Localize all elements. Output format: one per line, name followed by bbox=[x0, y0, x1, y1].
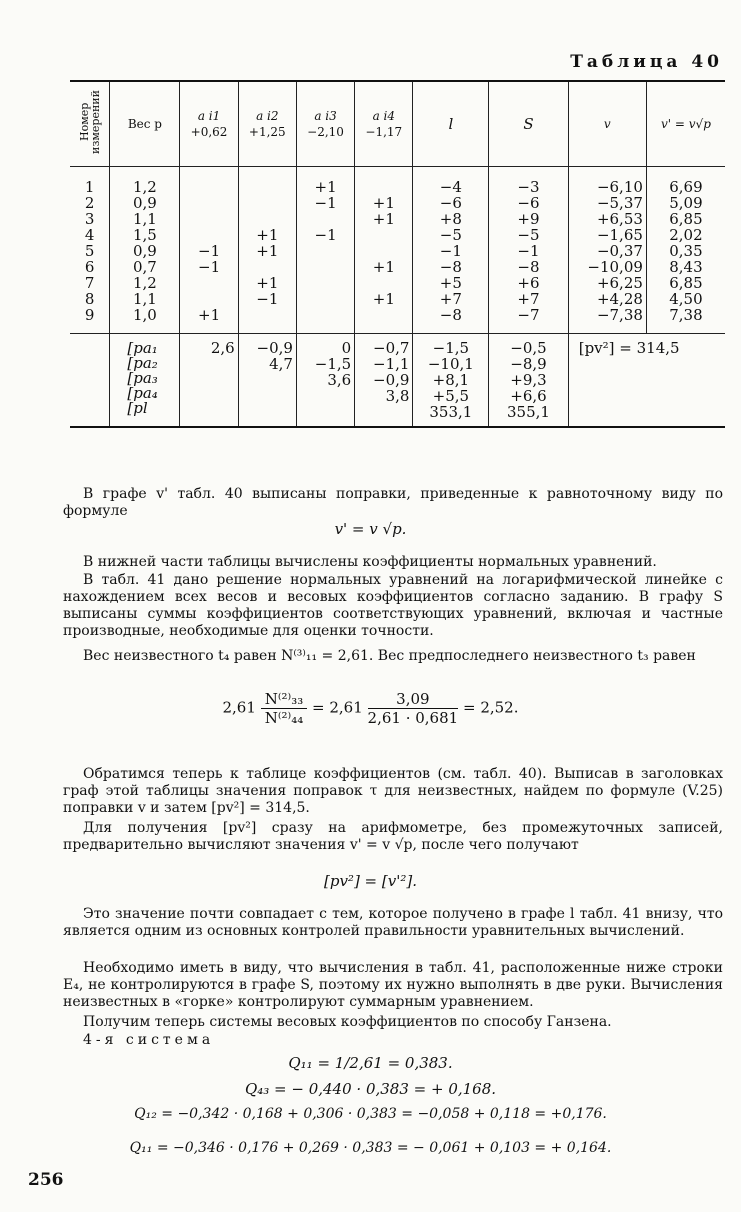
cell-l: +7 bbox=[439, 290, 462, 308]
cell-a1 bbox=[183, 275, 234, 291]
cell-n: 1 bbox=[84, 178, 95, 196]
cell-a3 bbox=[300, 275, 351, 291]
cell-a1: −1 bbox=[198, 242, 221, 260]
cell-s: +7 bbox=[517, 290, 540, 308]
paragraph-1: В графе v' табл. 40 выписаны поправки, приведенные к равноточному виду по формуле bbox=[63, 486, 723, 519]
cell-n: 3 bbox=[84, 210, 95, 228]
sum-a2 bbox=[242, 404, 293, 420]
sum-s: −8,9 bbox=[510, 355, 547, 373]
sum-l: +8,1 bbox=[432, 371, 470, 389]
sum-a3: −1,5 bbox=[314, 355, 352, 373]
paragraph-8: Необходимо иметь в виду, что вычисления в табл. 41, расположенные ниже строки E₄, не контролируются в графе S, поэтому их нужно выполнять в две руки. Вычисления неизвестных в «горке» контролируют суммарным уравнением. bbox=[63, 960, 723, 1010]
sum-s: 355,1 bbox=[507, 403, 550, 421]
cell-v: −1,65 bbox=[596, 226, 643, 244]
cell-s: +9 bbox=[517, 210, 540, 228]
cell-a2: +1 bbox=[256, 242, 279, 260]
sum-a4 bbox=[358, 404, 409, 420]
cell-vp: 6,69 bbox=[669, 178, 703, 196]
table-caption: Таблица 40 bbox=[570, 52, 723, 72]
formula-2-fraction-a bbox=[261, 690, 308, 727]
formula-3: [pv²] = [v'²]. bbox=[324, 872, 417, 890]
cell-a2: +1 bbox=[256, 226, 279, 244]
cell-p: 0,9 bbox=[132, 194, 157, 212]
cell-vp: 4,50 bbox=[669, 290, 703, 308]
cell-p: 1,5 bbox=[132, 226, 157, 244]
sums-a4 bbox=[355, 334, 413, 428]
sum-labels: [pa₄ bbox=[127, 384, 158, 402]
cell-n: 2 bbox=[84, 194, 95, 212]
sum-a2 bbox=[242, 388, 293, 404]
table-header-row bbox=[70, 81, 725, 167]
sum-a3: 3,6 bbox=[327, 371, 352, 389]
formula-5: Q₄₃ = − 0,440 · 0,383 = + 0,168. bbox=[244, 1080, 497, 1098]
cell-a1 bbox=[183, 291, 234, 307]
formula-7: Q₁₁ = −0,346 · 0,176 + 0,269 · 0,383 = − 0,061 + 0,103 = + 0,164. bbox=[129, 1140, 612, 1156]
sum-a2: −0,9 bbox=[256, 339, 293, 357]
formula-4: Q₁₁ = 1/2,61 = 0,383. bbox=[288, 1054, 453, 1072]
cell-l: −6 bbox=[439, 194, 462, 212]
cell-a3 bbox=[300, 211, 351, 227]
cell-a1 bbox=[183, 227, 234, 243]
cell-a3: −1 bbox=[314, 194, 337, 212]
header-s: S bbox=[489, 81, 568, 167]
paragraph-2: В нижней части таблицы вычислены коэффициенты нормальных уравнений. bbox=[83, 554, 657, 570]
data-table bbox=[70, 80, 725, 428]
cell-l: +5 bbox=[439, 274, 462, 292]
sums-empty-cell bbox=[70, 334, 110, 428]
sum-a4: −0,7 bbox=[373, 339, 410, 357]
sum-s: +9,3 bbox=[510, 371, 547, 389]
sum-labels: [pa₁ bbox=[127, 339, 158, 357]
sum-a1 bbox=[183, 356, 234, 372]
paragraph-3: В табл. 41 дано решение нормальных уравнений на логарифмической линейке с нахождением всех весов и весовых коэффициентов согласно заданию. В графу S выписаны суммы коэффициентов соответствующих уравнений, включая и частные производные, необходимые для оценки точности. bbox=[63, 572, 723, 639]
cell-vp: 7,38 bbox=[669, 306, 703, 324]
sum-a1 bbox=[183, 404, 234, 420]
sum-a4: −0,9 bbox=[373, 371, 410, 389]
cell-a1 bbox=[183, 195, 234, 211]
formula-6: Q₁₂ = −0,342 · 0,168 + 0,306 · 0,383 = −0,058 + 0,118 = +0,176. bbox=[134, 1106, 607, 1122]
cell-p: 0,7 bbox=[132, 258, 157, 276]
cell-s: −1 bbox=[517, 242, 540, 260]
cell-a2 bbox=[242, 307, 293, 323]
formula-2-num: N⁽²⁾₃₃ bbox=[261, 690, 308, 709]
cell-n: 6 bbox=[84, 258, 95, 276]
sum-a2: 4,7 bbox=[269, 355, 293, 373]
page-number: 256 bbox=[28, 1170, 64, 1190]
cell-vp: 5,09 bbox=[669, 194, 703, 212]
sum-a1 bbox=[183, 372, 234, 388]
cell-vp: 8,43 bbox=[669, 258, 703, 276]
formula-2-mid: = 2,61 bbox=[312, 698, 363, 717]
sum-a3 bbox=[300, 388, 351, 404]
cell-v: +4,28 bbox=[596, 290, 643, 308]
sum-labels: [pa₂ bbox=[127, 354, 158, 372]
header-a3: a i3 −2,10 bbox=[296, 81, 354, 167]
header-l: l bbox=[413, 81, 489, 167]
cell-a4 bbox=[358, 307, 409, 323]
header-v: v bbox=[568, 81, 646, 167]
sum-a4: −1,1 bbox=[373, 355, 410, 373]
sum-a1: 2,6 bbox=[210, 339, 235, 357]
header-v-prime: v' = v√p bbox=[646, 81, 725, 167]
cell-a3: −1 bbox=[314, 226, 337, 244]
col-a4 bbox=[355, 167, 413, 334]
formula-2-num2: 3,09 bbox=[368, 690, 459, 709]
formula-2-right: = 2,52. bbox=[462, 698, 519, 717]
cell-vp: 0,35 bbox=[669, 242, 703, 260]
sum-a4: 3,8 bbox=[385, 387, 410, 405]
cell-v: −5,37 bbox=[596, 194, 643, 212]
col-v-prime bbox=[646, 167, 725, 334]
col-number bbox=[70, 167, 110, 334]
col-l bbox=[413, 167, 489, 334]
table-sums-row bbox=[70, 334, 725, 428]
cell-s: −5 bbox=[517, 226, 540, 244]
cell-a4: +1 bbox=[372, 258, 395, 276]
cell-a1: −1 bbox=[198, 258, 221, 276]
cell-l: −8 bbox=[439, 306, 462, 324]
paragraph-4: Вес неизвестного t₄ равен N⁽³⁾₁₁ = 2,61. Вес предпоследнего неизвестного t₃ равен bbox=[83, 648, 696, 664]
cell-p: 1,1 bbox=[132, 290, 157, 308]
cell-a3 bbox=[300, 291, 351, 307]
sums-s bbox=[489, 334, 568, 428]
cell-l: +8 bbox=[439, 210, 462, 228]
cell-l: −8 bbox=[439, 258, 462, 276]
cell-a4 bbox=[358, 179, 409, 195]
cell-a4: +1 bbox=[372, 290, 395, 308]
cell-a1 bbox=[183, 211, 234, 227]
cell-p: 1,1 bbox=[132, 210, 157, 228]
formula-2-fraction-b bbox=[368, 690, 459, 727]
cell-v: −10,09 bbox=[587, 258, 643, 276]
cell-a3 bbox=[300, 307, 351, 323]
sum-l: 353,1 bbox=[429, 403, 473, 421]
cell-a2 bbox=[242, 179, 293, 195]
header-a4: a i4 −1,17 bbox=[355, 81, 413, 167]
cell-v: −6,10 bbox=[596, 178, 643, 196]
col-a1 bbox=[180, 167, 238, 334]
cell-a3: +1 bbox=[314, 178, 337, 196]
sum-s: −0,5 bbox=[510, 339, 547, 357]
cell-v: −0,37 bbox=[596, 242, 643, 260]
paragraph-10: 4-я система bbox=[83, 1032, 215, 1048]
cell-vp: 2,02 bbox=[669, 226, 703, 244]
paragraph-5: Обратимся теперь к таблице коэффициентов (см. табл. 40). Выписав в заголовках граф этой таблицы значения поправок τ для неизвестных, найдем по формуле (V.25) поправки v и затем [pv²] = 314,5. bbox=[63, 766, 723, 816]
col-v bbox=[568, 167, 646, 334]
cell-s: −3 bbox=[517, 178, 540, 196]
cell-a4 bbox=[358, 243, 409, 259]
sum-l: −10,1 bbox=[427, 355, 474, 373]
sums-a3 bbox=[296, 334, 354, 428]
sums-l bbox=[413, 334, 489, 428]
header-a2: a i2 +1,25 bbox=[238, 81, 296, 167]
cell-a2 bbox=[242, 259, 293, 275]
formula-2 bbox=[0, 690, 741, 727]
cell-a4: +1 bbox=[372, 210, 395, 228]
cell-l: −1 bbox=[439, 242, 462, 260]
cell-p: 1,2 bbox=[132, 274, 157, 292]
cell-a1: +1 bbox=[198, 306, 221, 324]
cell-l: −4 bbox=[439, 178, 462, 196]
cell-n: 5 bbox=[84, 242, 95, 260]
cell-a4 bbox=[358, 227, 409, 243]
sum-s: +6,6 bbox=[510, 387, 547, 405]
col-s bbox=[489, 167, 568, 334]
sums-labels bbox=[110, 334, 180, 428]
cell-s: −6 bbox=[517, 194, 540, 212]
cell-s: +6 bbox=[517, 274, 540, 292]
header-a1: a i1 +0,62 bbox=[180, 81, 238, 167]
sum-l: −1,5 bbox=[432, 339, 470, 357]
sums-a2 bbox=[238, 334, 296, 428]
col-a2 bbox=[238, 167, 296, 334]
formula-2-den: N⁽²⁾₄₄ bbox=[264, 709, 304, 727]
cell-n: 8 bbox=[84, 290, 95, 308]
table-body-row bbox=[70, 167, 725, 334]
header-weight: Вес p bbox=[110, 81, 180, 167]
paragraph-7: Это значение почти совпадает с тем, которое получено в графе l табл. 41 внизу, что является одним из основных контролей правильности уравнительных вычислений. bbox=[63, 906, 723, 939]
paragraph-9: Получим теперь системы весовых коэффициентов по способу Ганзена. bbox=[83, 1014, 612, 1030]
cell-a2: +1 bbox=[256, 274, 279, 292]
cell-p: 1,0 bbox=[132, 306, 157, 324]
formula-2-left: 2,61 bbox=[222, 698, 256, 717]
cell-p: 1,2 bbox=[132, 178, 157, 196]
cell-vp: 6,85 bbox=[669, 274, 703, 292]
formula-2-den2: 2,61 · 0,681 bbox=[367, 709, 459, 727]
cell-a1 bbox=[183, 179, 234, 195]
header-measurement-number: Номер измерений bbox=[70, 81, 110, 167]
cell-v: +6,25 bbox=[596, 274, 643, 292]
sums-a1 bbox=[180, 334, 238, 428]
cell-a2 bbox=[242, 195, 293, 211]
cell-s: −8 bbox=[517, 258, 540, 276]
sum-l: +5,5 bbox=[432, 387, 470, 405]
sum-a2 bbox=[242, 372, 293, 388]
sum-a3: 0 bbox=[341, 339, 352, 357]
cell-v: +6,53 bbox=[596, 210, 643, 228]
sums-pvv: [pv²] = 314,5 bbox=[568, 334, 725, 428]
sum-labels: [pl bbox=[127, 399, 148, 417]
cell-l: −5 bbox=[439, 226, 462, 244]
cell-a4 bbox=[358, 275, 409, 291]
sum-labels: [pa₃ bbox=[127, 369, 158, 387]
cell-a2: −1 bbox=[256, 290, 279, 308]
cell-a3 bbox=[300, 259, 351, 275]
sum-a3 bbox=[300, 404, 351, 420]
cell-p: 0,9 bbox=[132, 242, 157, 260]
cell-a4: +1 bbox=[372, 194, 395, 212]
cell-n: 9 bbox=[84, 306, 95, 324]
col-weight bbox=[110, 167, 180, 334]
formula-1: v' = v √p. bbox=[334, 520, 407, 538]
cell-n: 7 bbox=[84, 274, 95, 292]
cell-vp: 6,85 bbox=[669, 210, 703, 228]
cell-n: 4 bbox=[84, 226, 95, 244]
cell-a3 bbox=[300, 243, 351, 259]
cell-s: −7 bbox=[517, 306, 540, 324]
paragraph-6: Для получения [pv²] сразу на арифмометре, без промежуточных записей, предварительно вычисляют значения v' = v √p, после чего получают bbox=[63, 820, 723, 853]
col-a3 bbox=[296, 167, 354, 334]
cell-v: −7,38 bbox=[596, 306, 643, 324]
sum-a1 bbox=[183, 388, 234, 404]
cell-a2 bbox=[242, 211, 293, 227]
